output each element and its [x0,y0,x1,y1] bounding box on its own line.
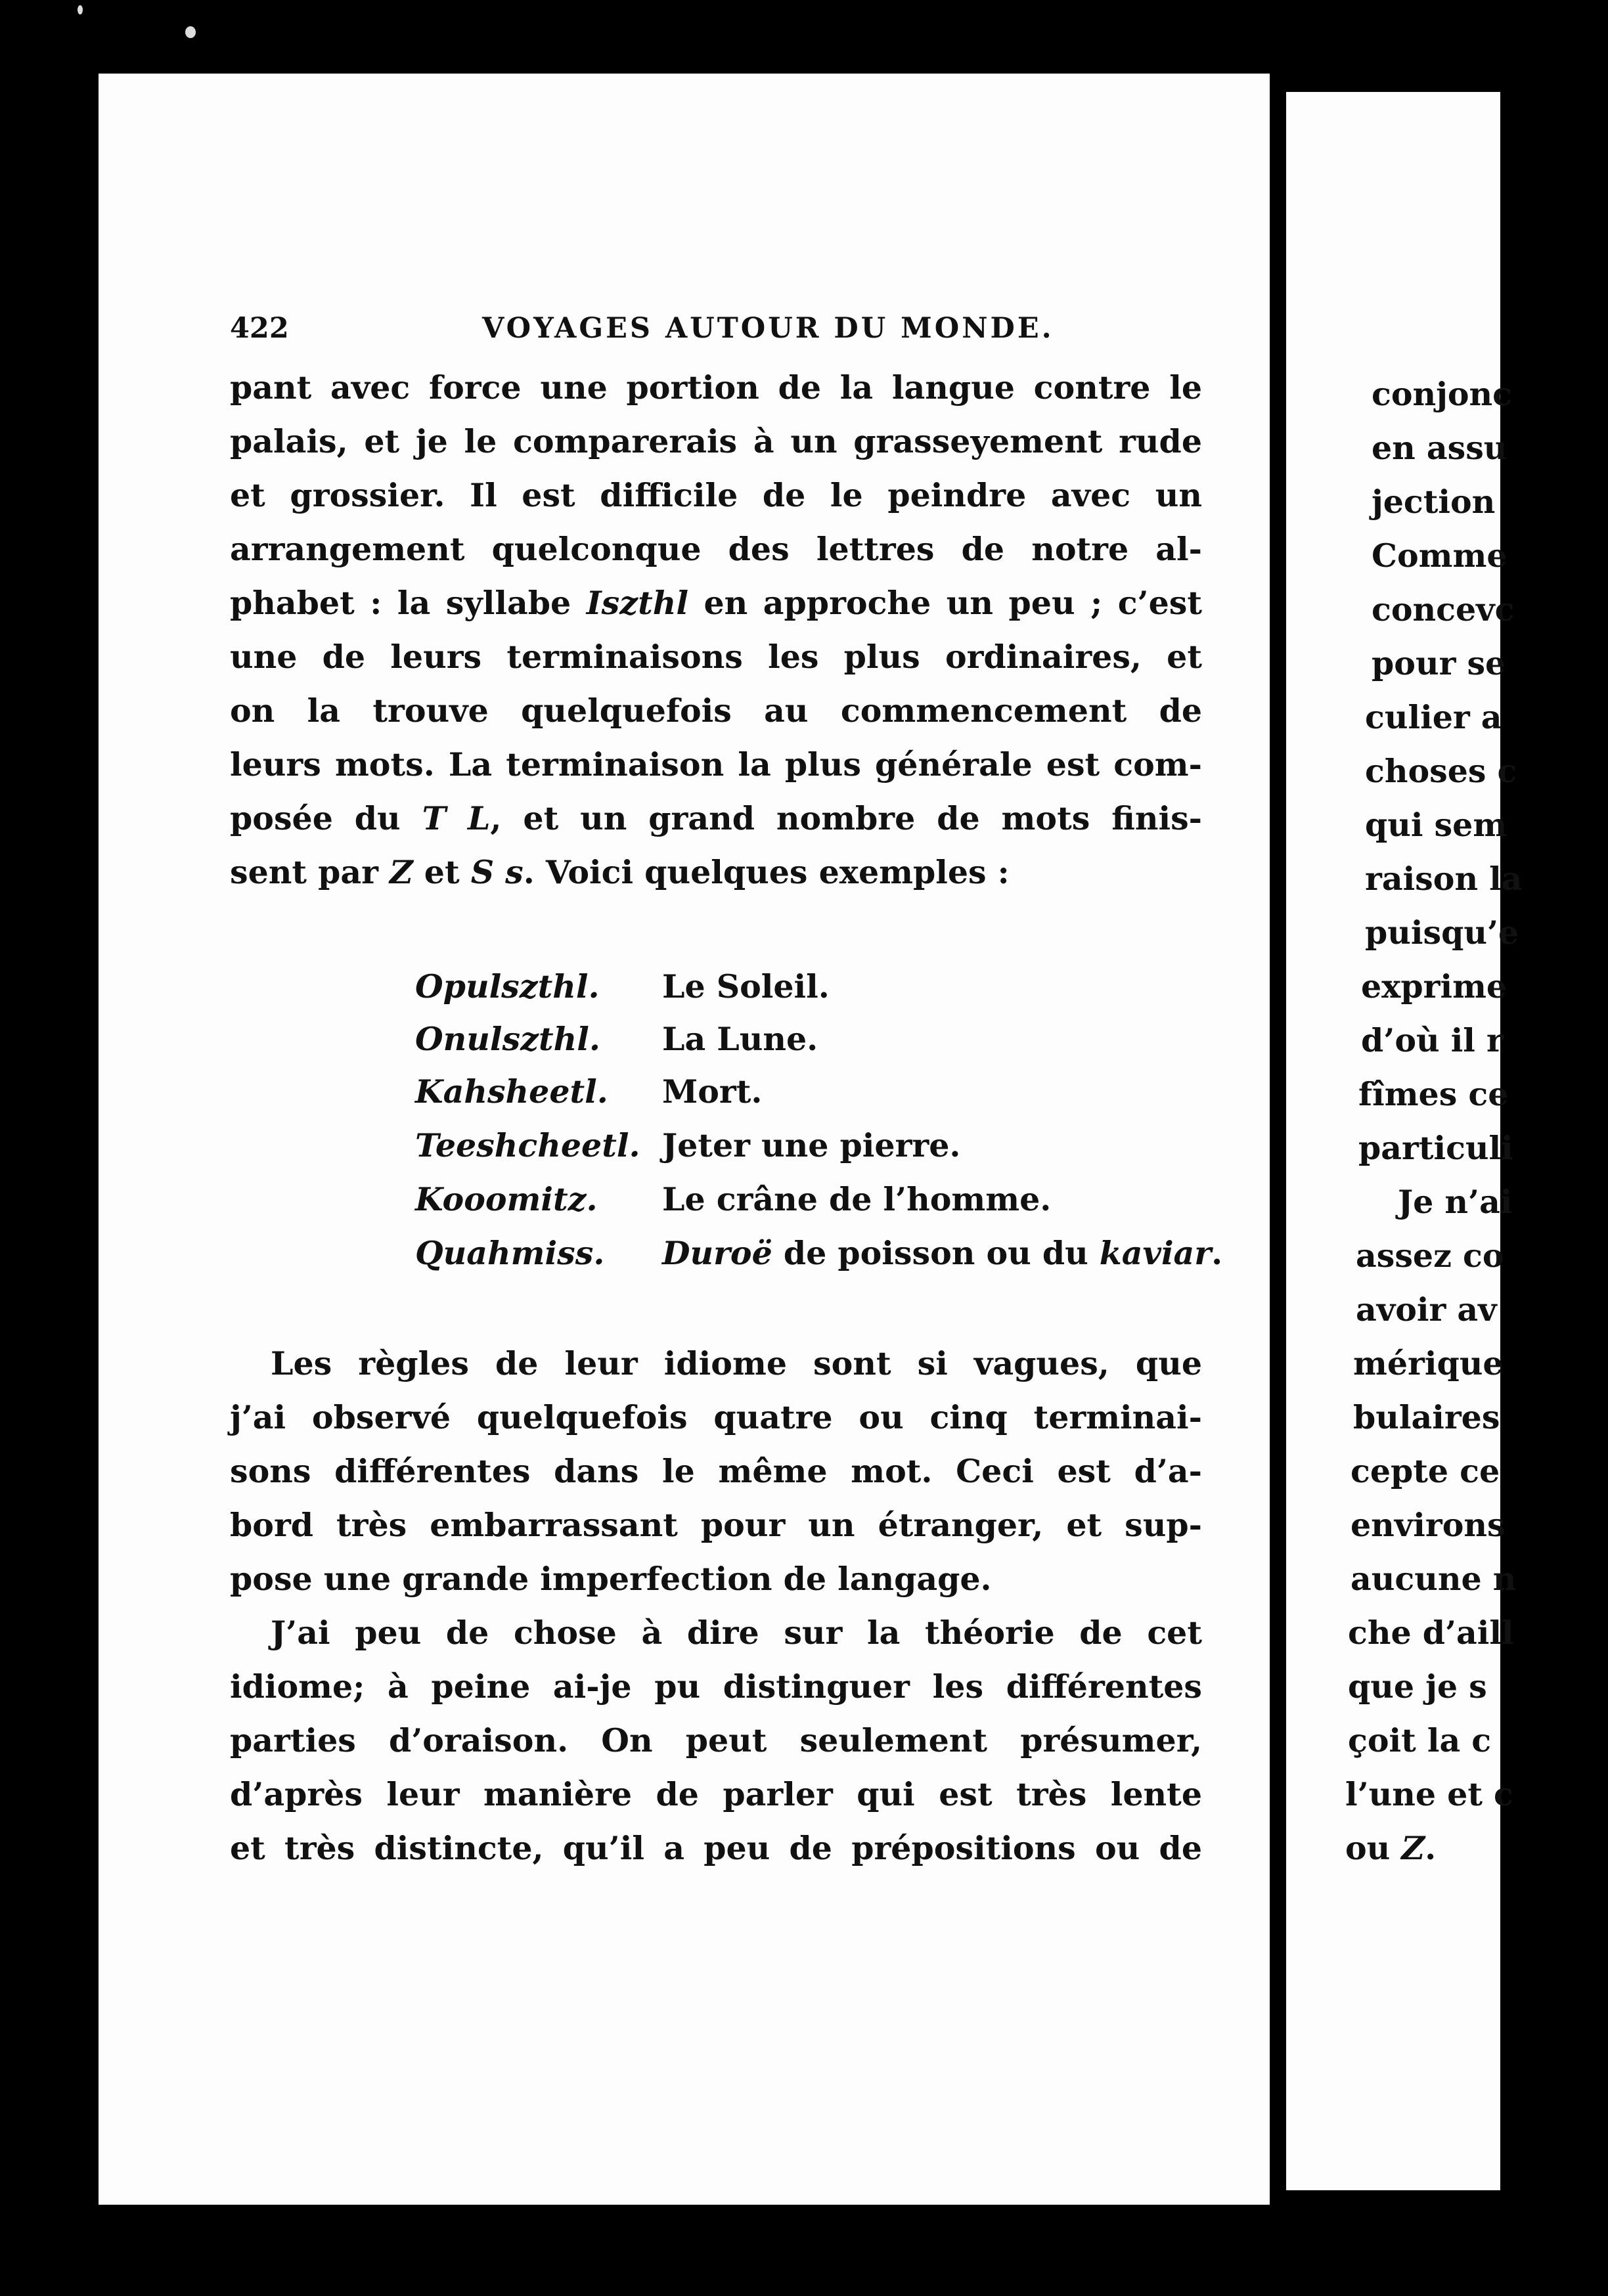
text-line: parties d’oraison. On peut seulement présumer, [230,1721,1202,1759]
fragment-line: fîmes ce [1358,1075,1509,1113]
syllable-example: Iszthl [586,584,688,622]
native-word: Onulszthl. [415,1020,600,1058]
fragment-line: pour se [1372,644,1506,682]
text-line: et grossier. Il est difficile de le peindre avec un [230,476,1202,514]
text-line: sons différentes dans le même mot. Ceci est d’a- [230,1452,1202,1490]
fragment-line: que je s [1348,1667,1487,1706]
scan-speck [185,26,196,38]
fragment-line: avoir av [1356,1291,1497,1329]
text-line: une de leurs terminaisons les plus ordinaires, et [230,638,1202,676]
fragment-line: en assu [1372,429,1508,467]
text-line: idiome; à peine ai-je pu distinguer les différentes [230,1667,1202,1706]
text-line: J’ai peu de chose à dire sur la théorie de cet [271,1614,1202,1652]
text-line: leurs mots. La terminaison la plus générale est com- [230,745,1202,784]
text-line: palais, et je le comparerais à un grasseyement rude [230,422,1202,460]
fragment-line: choses c [1365,752,1517,790]
fragment-line: environs [1351,1506,1506,1544]
scan-speck [78,5,83,14]
fragment-line: ou Z. [1345,1829,1437,1867]
text-line: pant avec force une portion de la langue contre le [230,368,1202,407]
text-line: arrangement quelconque des lettres de notre al- [230,530,1202,568]
fragment-line: particuli [1358,1129,1513,1167]
fragment-line: d’où il r [1361,1021,1504,1059]
native-word: Kahsheetl. [415,1072,608,1111]
running-head [230,312,1097,351]
fragment-line: aucune n [1351,1560,1517,1598]
native-word: Kooomitz. [415,1180,598,1218]
word-meaning: Le crâne de l’homme. [662,1180,1052,1218]
word-meaning: Mort. [662,1072,763,1111]
text-line: on la trouve quelquefois au commencement de [230,692,1202,730]
fragment-line: concevc [1372,590,1515,629]
text-line: sent par Z et S s. Voici quelques exemples : [230,853,1010,891]
adjacent-page-text [1286,92,1523,2190]
native-word: Opulszthl. [415,967,600,1005]
fragment-line: mérique [1353,1344,1504,1382]
fragment-line: culier a [1365,698,1502,736]
fragment-line: qui sem [1365,806,1508,844]
word-meaning: Le Soleil. [662,967,830,1005]
text-line: phabet : la syllabe Iszthl en approche un peu ; c’est [230,584,1202,622]
text-line: j’ai observé quelquefois quatre ou cinq terminai- [230,1398,1202,1436]
fragment-line: raison la [1365,860,1523,898]
fragment-line: Je n’ai [1398,1183,1513,1221]
word-meaning: La Lune. [662,1020,818,1058]
fragment-line: jection [1372,483,1496,521]
text-line: et très distincte, qu’il a peu de prépositions ou de [230,1829,1202,1867]
word-meaning: Jeter une pierre. [662,1126,961,1164]
text-line: posée du T L, et un grand nombre de mots finis- [230,799,1202,837]
text-line: Les règles de leur idiome sont si vagues, que [271,1344,1202,1382]
running-title: VOYAGES AUTOUR DU MONDE. [482,312,1054,345]
fragment-line: assez co [1356,1237,1504,1275]
fragment-line: çoit la c [1348,1721,1492,1759]
fragment-line: puisqu’e [1365,914,1519,952]
fragment-line: conjonc [1372,375,1513,413]
fragment-line: bulaires [1353,1398,1500,1436]
text-line: d’après leur manière de parler qui est très lente [230,1775,1202,1813]
fragment-line: exprime [1361,967,1508,1005]
fragment-line: Comme [1372,537,1508,575]
text-line: pose une grande imperfection de langage. [230,1560,992,1598]
native-word: Quahmiss. [415,1234,605,1272]
native-word: Teeshcheetl. [415,1126,640,1164]
fragment-line: l’une et c [1345,1775,1513,1813]
word-meaning: Duroë de poisson ou du kaviar. [662,1234,1223,1272]
text-line: bord très embarrassant pour un étranger, et sup- [230,1506,1202,1544]
fragment-line: che d’aill [1348,1614,1514,1652]
fragment-line: cepte ce [1351,1452,1500,1490]
page-number: 422 [230,312,289,345]
